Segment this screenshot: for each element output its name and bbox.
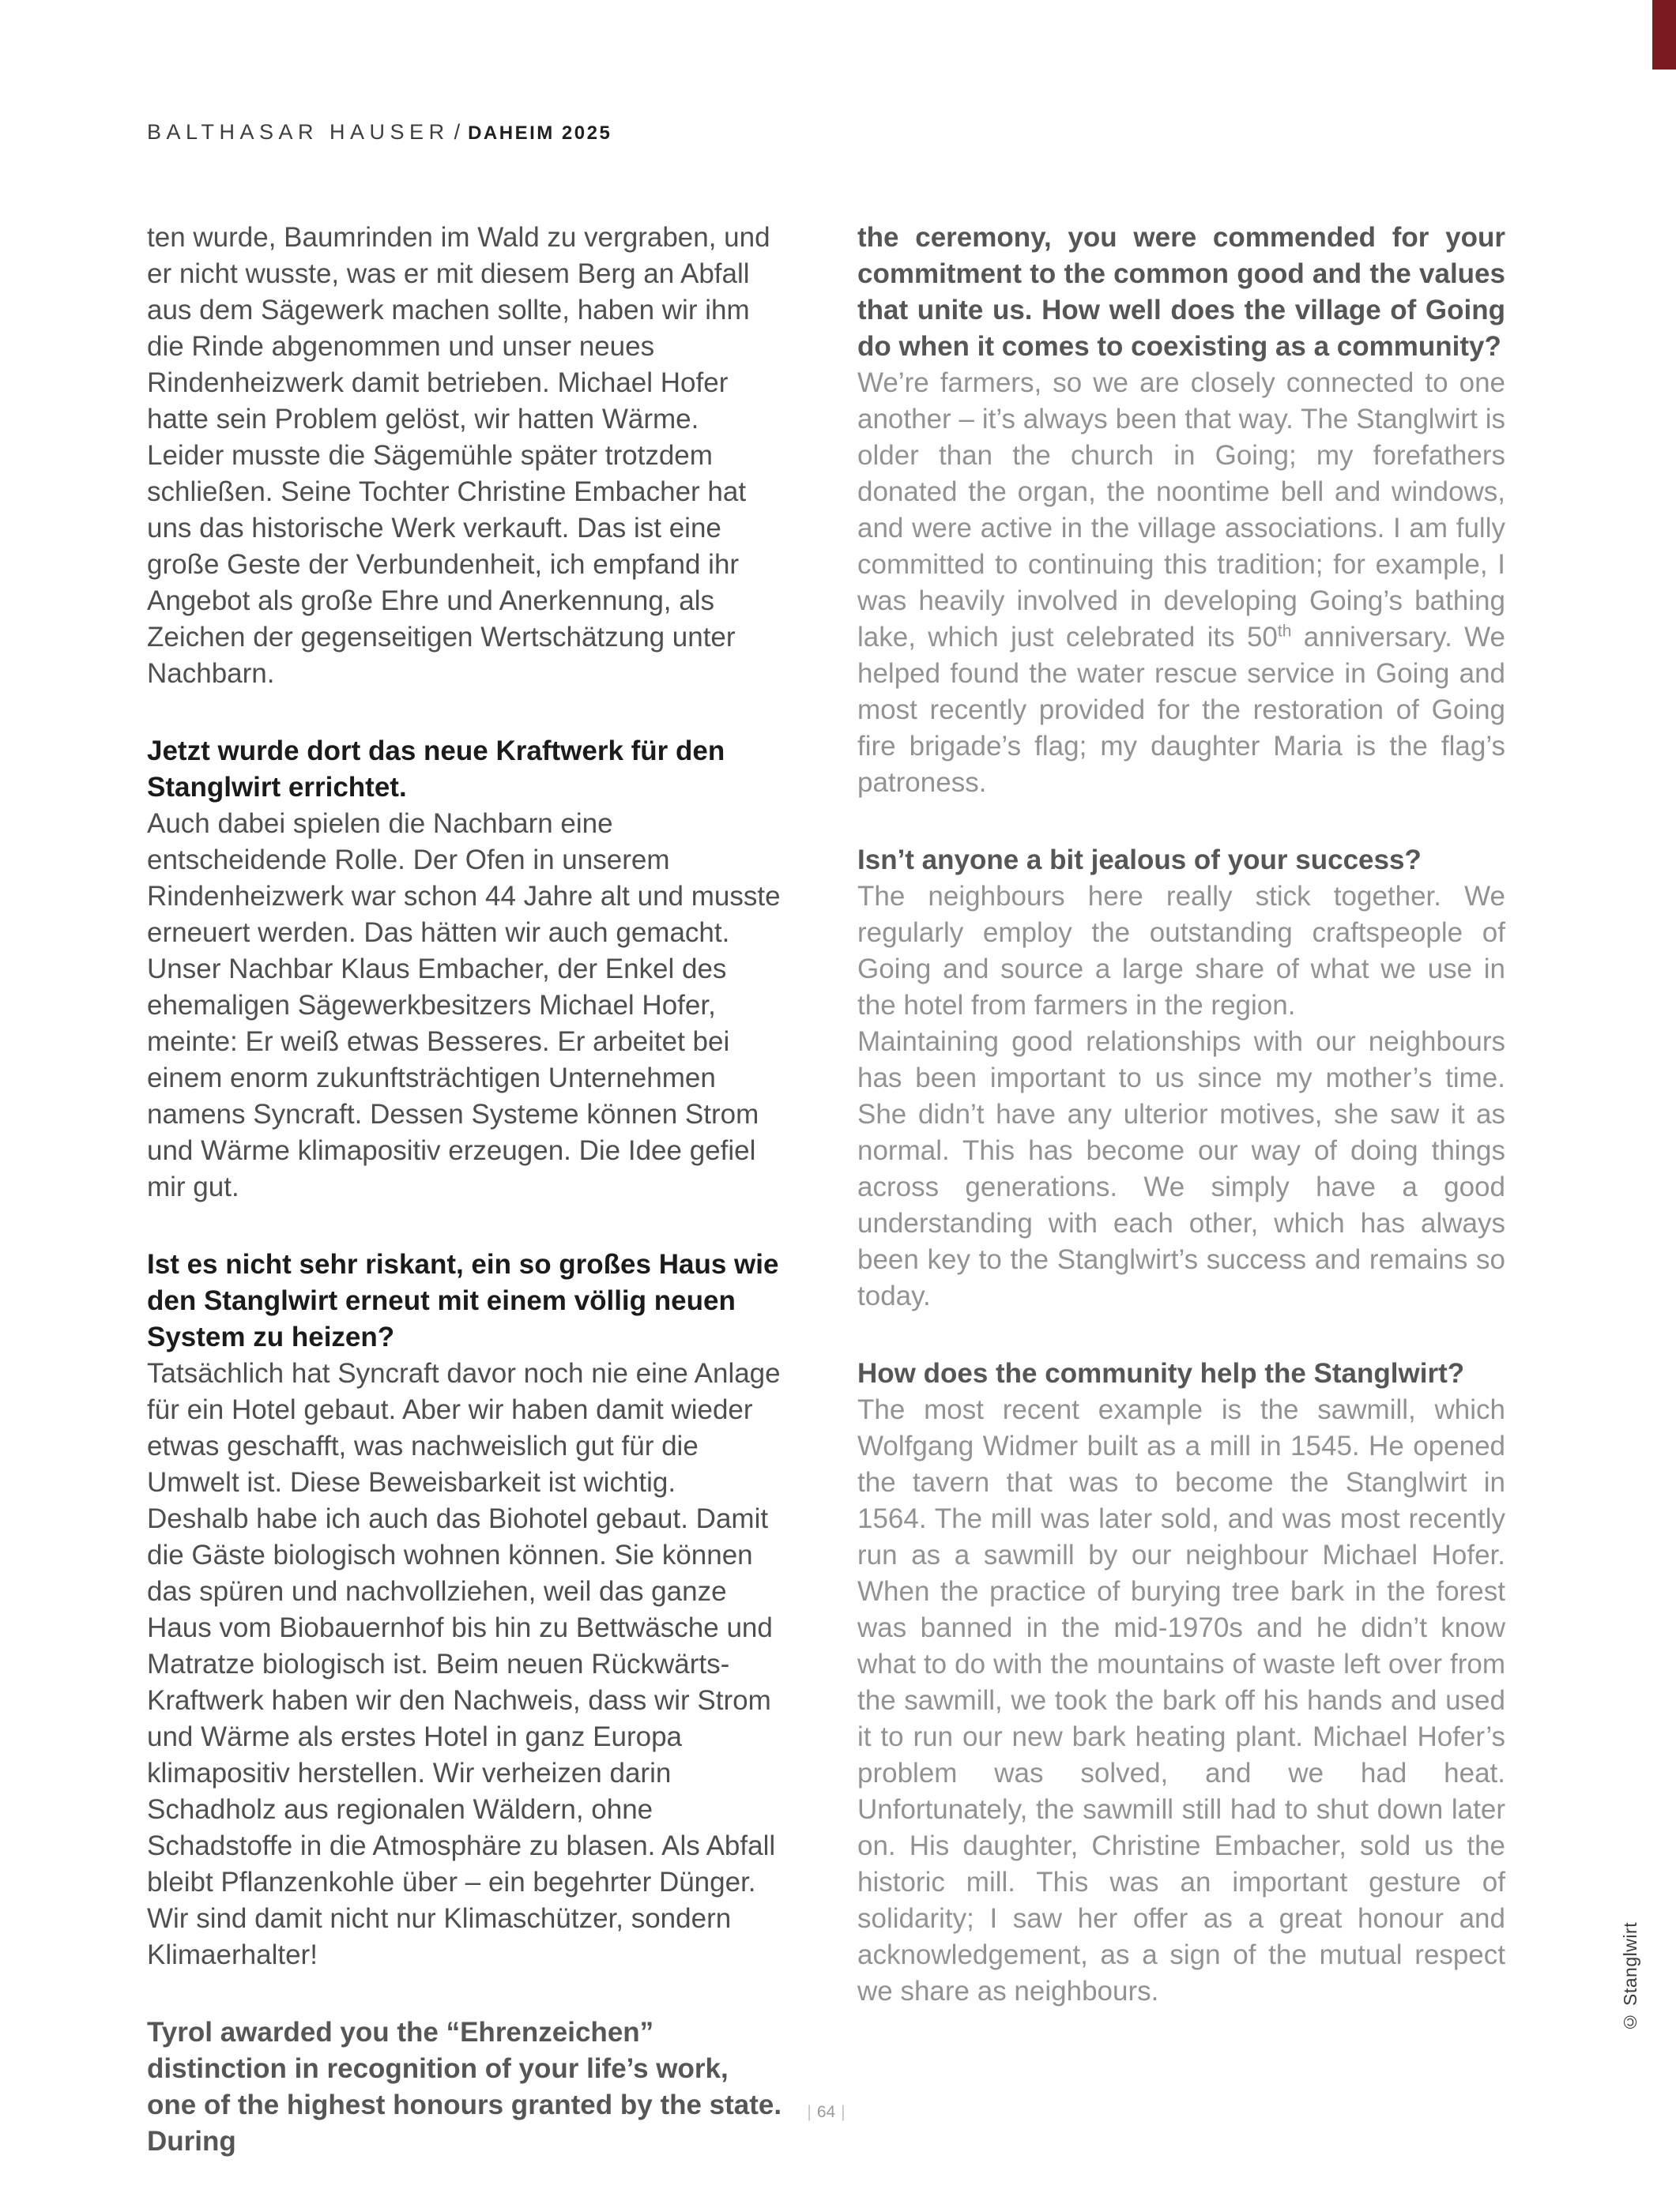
page-number-value: 64 bbox=[816, 2103, 836, 2121]
right-column bbox=[857, 220, 1505, 2010]
page-number bbox=[147, 2103, 1505, 2122]
page-header bbox=[147, 120, 612, 145]
question-tyrol-award: Tyrol awarded you the “Ehrenzeichen” distinction in recognition of your life’s work, one of the highest honours granted by the state. During bbox=[147, 2017, 782, 2157]
copyright-credit: © Stanglwirt bbox=[1620, 1921, 1640, 2032]
question-community-help: How does the community help the Stanglwirt? bbox=[857, 1358, 1465, 1389]
page-number-right-bar: | bbox=[841, 2103, 846, 2121]
paragraph-german-1: ten wurde, Baumrinden im Wald zu vergraben, und er nicht wusste, was er mit diesem Berg an Abfall aus dem Sägewerk machen sollte, haben wir ihm die Rinde abgenommen und unser neues Rindenheizwerk damit betrieben. Michael Hofer hatte sein Problem gelöst, wir hatten Wärme. Leider musste die Sägemühle später trotzdem schließen. Seine Tochter Christine Embacher hat uns das historische Werk verkauft. Das ist eine große Geste der Verbundenheit, ich empfand ihr Angebot als große Ehre und Anerkennung, als Zeichen der gegenseitigen Wertschätzung unter Nachbarn. bbox=[147, 222, 770, 689]
heading-german-riskant: Ist es nicht sehr riskant, ein so großes Haus wie den Stanglwirt erneut mit einem völlig neuen System zu heizen? bbox=[147, 1249, 779, 1352]
left-column bbox=[147, 220, 782, 2160]
publication-title: DAHEIM 2025 bbox=[468, 122, 612, 144]
answer-community-coexisting bbox=[857, 365, 1505, 801]
answer-1-text-start: We’re farmers, so we are closely connected to one another – it’s always been that way. The Stanglwirt is older than the church in Going; my forefathers donated the organ, the noontime bell and windows, and were active in the village associations. I am fully committed to continuing this tradition; for example, I was heavily involved in developing Going’s bathing lake, which just celebrated its 50 bbox=[857, 367, 1505, 653]
answer-1-text-end: anniversary. We helped found the water rescue service in Going and most recently provided for the restoration of Going fire brigade’s flag; my daughter Maria is the flag’s patroness. bbox=[857, 622, 1505, 798]
page-number-left-bar: | bbox=[807, 2103, 812, 2121]
answer-community-help: The most recent example is the sawmill, which Wolfgang Widmer built as a mill in 1545. He opened the tavern that was to become the Stanglwirt in 1564. The mill was later sold, and was most recently run as a sawmill by our neighbour Michael Hofer. When the practice of burying tree bark in the forest was banned in the mid-1970s and he didn’t know what to do with the mountains of waste left over from the sawmill, we took the bark off his hands and used it to run our new bark heating plant. Michael Hofer’s problem was solved, and we had heat. Unfortunately, the sawmill still had to shut down later on. His daughter, Christine Embacher, sold us the historic mill. This was an important gesture of solidarity; I saw her offer as a great honour and acknowledgement, as a sign of the mutual respect we share as neighbours. bbox=[857, 1394, 1505, 2007]
answer-jealous-2: Maintaining good relationships with our neighbours has been important to us since my mother’s time. She didn’t have any ulterior motives, she saw it as normal. This has become our way of doing things across generations. We simply have a good understanding with each other, which has always been key to the Stanglwirt’s success and remains so today. bbox=[857, 1026, 1505, 1311]
question-jealous: Isn’t anyone a bit jealous of your success? bbox=[857, 845, 1422, 875]
paragraph-german-3: Tatsächlich hat Syncraft davor noch nie eine Anlage für ein Hotel gebaut. Aber wir haben damit wieder etwas geschafft, was nachweislich gut für die Umwelt ist. Diese Beweisbarkeit ist wichtig. Deshalb habe ich auch das Biohotel gebaut. Damit die Gäste biologisch wohnen können. Sie können das spüren und nachvollziehen, weil das ganze Haus vom Biobauernhof bis hin zu Bettwäsche und Matratze biologisch ist. Beim neuen Rückwärts-Kraftwerk haben wir den Nachweis, dass wir Strom und Wärme als erstes Hotel in ganz Europa klimapositiv herstellen. Wir verheizen darin Schadholz aus regionalen Wäldern, ohne Schadstoffe in die Atmosphäre zu blasen. Als Abfall bleibt Pflanzenkohle über – ein begehrter Dünger. Wir sind damit nicht nur Klimaschützer, sondern Klimaerhalter! bbox=[147, 1358, 781, 1970]
answer-jealous-1: The neighbours here really stick together. We regularly employ the outstanding craftspeople of Going and source a large share of what we use in the hotel from farmers in the region. bbox=[857, 881, 1505, 1021]
heading-german-kraftwerk: Jetzt wurde dort das neue Kraftwerk für den Stanglwirt errichtet. bbox=[147, 735, 725, 803]
corner-tab bbox=[1652, 0, 1676, 70]
paragraph-german-2: Auch dabei spielen die Nachbarn eine entscheidende Rolle. Der Ofen in unserem Rindenheizwerk war schon 44 Jahre alt und musste erneuert werden. Das hätten wir auch gemacht. Unser Nachbar Klaus Embacher, der Enkel des ehemaligen Sägewerkbesitzers Michael Hofer, meinte: Er weiß etwas Besseres. Er arbeitet bei einem enorm zukunftsträchtigen Unternehmen namens Syncraft. Dessen Systeme können Strom und Wärme klimapositiv erzeugen. Die Idee gefiel mir gut. bbox=[147, 808, 781, 1202]
ordinal-superscript: th bbox=[1277, 622, 1292, 641]
header-separator: / bbox=[454, 120, 461, 144]
author-name: BALTHASAR HAUSER bbox=[147, 120, 450, 144]
question-community-coexisting: the ceremony, you were commended for your commitment to the common good and the values that unite us. How well does the village of Going do when it comes to coexisting as a community? bbox=[857, 222, 1505, 362]
